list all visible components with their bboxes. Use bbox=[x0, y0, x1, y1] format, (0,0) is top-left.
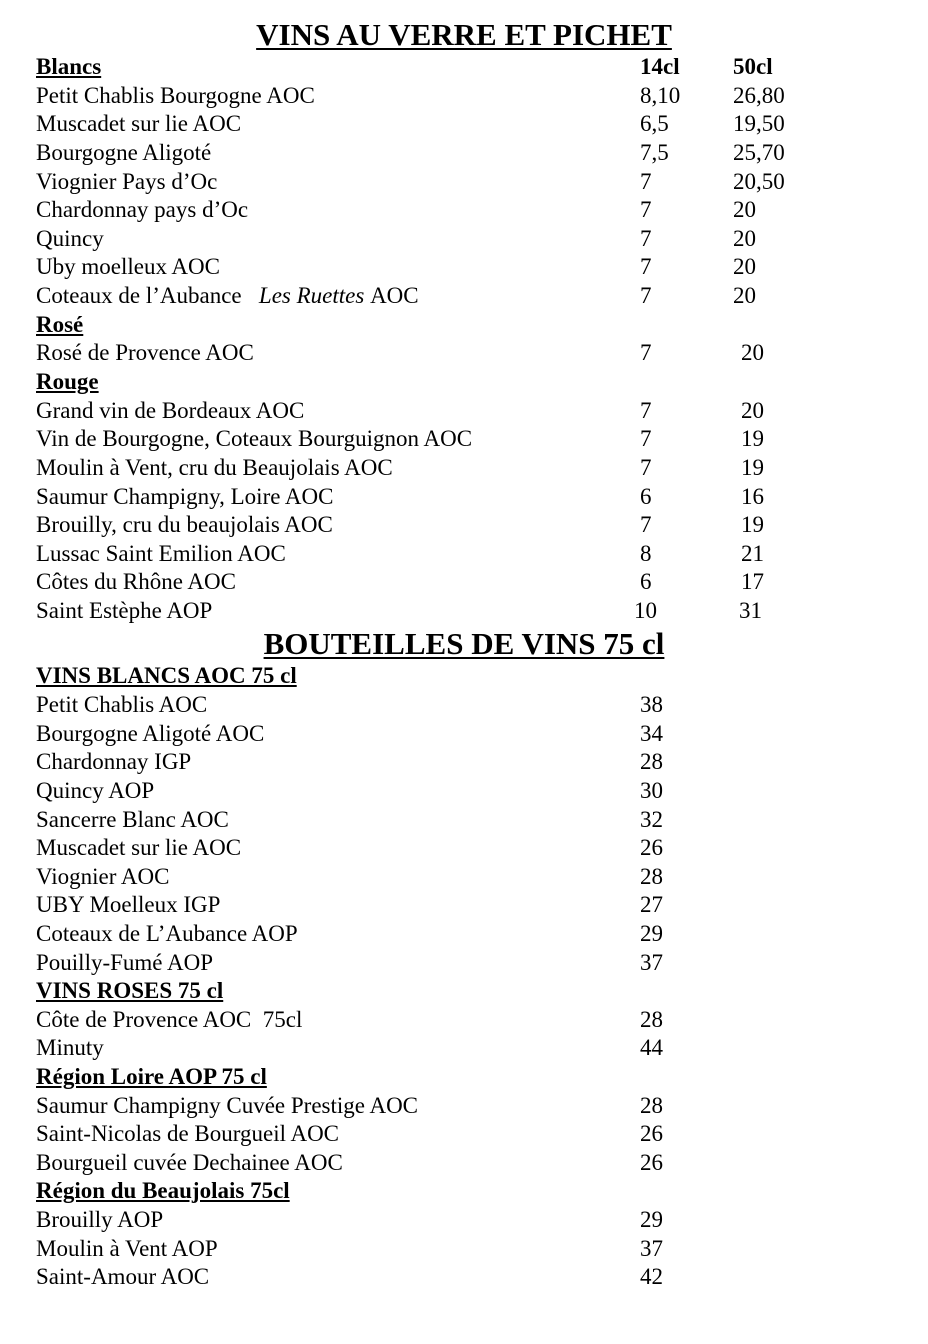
wine-row bbox=[0, 597, 928, 626]
price-50cl: 20 bbox=[741, 398, 764, 423]
price-14cl: 7,5 bbox=[640, 140, 669, 165]
wine-row bbox=[0, 1034, 928, 1063]
wine-name: Bourgueil cuvée Dechainee AOC bbox=[36, 1150, 343, 1175]
wine-name: Saumur Champigny, Loire AOC bbox=[36, 484, 334, 509]
wine-name: Coteaux de l’Aubance bbox=[36, 283, 242, 308]
section-label: Rosé bbox=[36, 312, 84, 337]
wine-name: Moulin à Vent, cru du Beaujolais AOC bbox=[36, 455, 393, 480]
bottle-price: 28 bbox=[640, 864, 663, 889]
wine-name: UBY Moelleux IGP bbox=[36, 892, 221, 917]
bottles-section-title: BOUTEILLES DE VINS 75 cl bbox=[263, 626, 665, 661]
wine-name: Viognier AOC bbox=[36, 864, 170, 889]
wine-row bbox=[0, 454, 928, 483]
wine-name: Moulin à Vent AOP bbox=[36, 1236, 218, 1261]
wine-row bbox=[0, 1006, 928, 1035]
wine-row bbox=[0, 540, 928, 569]
price-14cl: 7 bbox=[640, 169, 652, 194]
bottle-price: 34 bbox=[640, 721, 663, 746]
wine-name: Sancerre Blanc AOC bbox=[36, 807, 229, 832]
price-14cl: 7 bbox=[640, 254, 652, 279]
wine-name: Saint-Amour AOC bbox=[36, 1264, 210, 1289]
price-14cl: 7 bbox=[640, 398, 652, 423]
price-14cl: 8,10 bbox=[640, 83, 681, 108]
wine-name: Rosé de Provence AOC bbox=[36, 340, 254, 365]
column-header-50cl: 50cl bbox=[733, 54, 773, 79]
price-14cl: 6,5 bbox=[640, 111, 669, 136]
wine-row bbox=[0, 949, 928, 978]
wine-row bbox=[0, 110, 928, 139]
bottle-price: 44 bbox=[640, 1035, 663, 1060]
bottle-price: 28 bbox=[640, 1093, 663, 1118]
wine-row bbox=[0, 1120, 928, 1149]
wine-name: Saumur Champigny Cuvée Prestige AOC bbox=[36, 1093, 419, 1118]
section-label: Région Loire AOP 75 cl bbox=[36, 1064, 267, 1089]
wine-row bbox=[0, 253, 928, 282]
wine-name: Grand vin de Bordeaux AOC bbox=[36, 398, 305, 423]
wine-row bbox=[0, 777, 928, 806]
price-14cl: 7 bbox=[640, 512, 652, 537]
section-label: Blancs bbox=[36, 54, 102, 79]
wine-row bbox=[0, 483, 928, 512]
wine-row bbox=[0, 891, 928, 920]
wine-row bbox=[0, 1263, 928, 1292]
wine-name: Brouilly AOP bbox=[36, 1207, 164, 1232]
wine-row bbox=[0, 863, 928, 892]
bottle-price: 26 bbox=[640, 1121, 663, 1146]
wine-name: Quincy bbox=[36, 226, 104, 251]
wine-name: Saint Estèphe AOP bbox=[36, 598, 213, 623]
bottle-price: 26 bbox=[640, 1150, 663, 1175]
wine-row bbox=[0, 168, 928, 197]
price-14cl: 6 bbox=[640, 569, 652, 594]
wine-row bbox=[0, 1206, 928, 1235]
wine-appellation: AOC bbox=[370, 283, 419, 308]
section-label: VINS ROSES 75 cl bbox=[36, 978, 224, 1003]
wine-name: Uby moelleux AOC bbox=[36, 254, 220, 279]
wine-name: Minuty bbox=[36, 1035, 104, 1060]
price-14cl: 10 bbox=[634, 598, 657, 623]
wine-row bbox=[0, 82, 928, 111]
price-14cl: 7 bbox=[640, 283, 652, 308]
price-50cl: 20 bbox=[733, 254, 756, 279]
wine-name: Petit Chablis Bourgogne AOC bbox=[36, 83, 315, 108]
wine-row bbox=[0, 920, 928, 949]
price-50cl: 20 bbox=[733, 283, 756, 308]
wine-name: Chardonnay IGP bbox=[36, 749, 192, 774]
wine-row bbox=[0, 282, 928, 311]
wine-name: Bourgogne Aligoté AOC bbox=[36, 721, 265, 746]
wine-name: Brouilly, cru du beaujolais AOC bbox=[36, 512, 333, 537]
price-14cl: 7 bbox=[640, 340, 652, 365]
section-label: Région du Beaujolais 75cl bbox=[36, 1178, 290, 1203]
wine-name: Viognier Pays d’Oc bbox=[36, 169, 218, 194]
wine-name: Saint-Nicolas de Bourgueil AOC bbox=[36, 1121, 340, 1146]
column-header-14cl: 14cl bbox=[640, 54, 680, 79]
wine-name: Muscadet sur lie AOC bbox=[36, 835, 242, 860]
price-14cl: 7 bbox=[640, 426, 652, 451]
section-label: VINS BLANCS AOC 75 cl bbox=[36, 663, 297, 688]
wine-row bbox=[0, 425, 928, 454]
price-50cl: 20 bbox=[733, 197, 756, 222]
price-14cl: 7 bbox=[640, 455, 652, 480]
wine-row bbox=[0, 511, 928, 540]
price-50cl: 25,70 bbox=[733, 140, 785, 165]
wine-name: Bourgogne Aligoté bbox=[36, 140, 212, 165]
section-label: Rouge bbox=[36, 369, 99, 394]
price-14cl: 7 bbox=[640, 197, 652, 222]
wine-name: Muscadet sur lie AOC bbox=[36, 111, 242, 136]
wine-row bbox=[0, 748, 928, 777]
wine-name: Petit Chablis AOC bbox=[36, 692, 208, 717]
price-50cl: 20 bbox=[733, 226, 756, 251]
price-50cl: 19 bbox=[741, 426, 764, 451]
section-header-blancs bbox=[0, 53, 928, 82]
wine-row bbox=[0, 1235, 928, 1264]
price-14cl: 8 bbox=[640, 541, 652, 566]
section-header-region-beaujolais bbox=[0, 1177, 928, 1206]
wine-row bbox=[0, 691, 928, 720]
wine-name: Lussac Saint Emilion AOC bbox=[36, 541, 286, 566]
price-50cl: 17 bbox=[741, 569, 764, 594]
price-50cl: 19 bbox=[741, 455, 764, 480]
bottle-price: 30 bbox=[640, 778, 663, 803]
wine-row bbox=[0, 568, 928, 597]
wine-name: Quincy AOP bbox=[36, 778, 155, 803]
price-50cl: 31 bbox=[739, 598, 762, 623]
section-header-region-loire bbox=[0, 1063, 928, 1092]
price-14cl: 7 bbox=[640, 226, 652, 251]
bottle-price: 27 bbox=[640, 892, 663, 917]
wine-row bbox=[0, 834, 928, 863]
wine-row bbox=[0, 397, 928, 426]
wine-name: Vin de Bourgogne, Coteaux Bourguignon AOC bbox=[36, 426, 473, 451]
wine-row bbox=[0, 339, 928, 368]
bottle-price: 37 bbox=[640, 950, 663, 975]
wine-row bbox=[0, 1149, 928, 1178]
wine-row bbox=[0, 806, 928, 835]
section-header-vins-blancs bbox=[0, 662, 928, 691]
wine-name: Pouilly-Fumé AOP bbox=[36, 950, 214, 975]
bottle-price: 29 bbox=[640, 921, 663, 946]
bottle-price: 28 bbox=[640, 749, 663, 774]
price-50cl: 19 bbox=[741, 512, 764, 537]
bottle-price: 37 bbox=[640, 1236, 663, 1261]
wine-row bbox=[0, 1092, 928, 1121]
wine-row bbox=[0, 720, 928, 749]
price-50cl: 20,50 bbox=[733, 169, 785, 194]
wine-cuvee-name: Les Ruettes bbox=[258, 283, 365, 308]
wine-row bbox=[0, 225, 928, 254]
section-header-rose bbox=[0, 311, 928, 340]
price-50cl: 26,80 bbox=[733, 83, 785, 108]
wine-name: Coteaux de L’Aubance AOP bbox=[36, 921, 298, 946]
section-header-vins-roses bbox=[0, 977, 928, 1006]
price-50cl: 20 bbox=[741, 340, 764, 365]
bottle-price: 29 bbox=[640, 1207, 663, 1232]
wine-row bbox=[0, 139, 928, 168]
bottle-price: 38 bbox=[640, 692, 663, 717]
wine-name: Chardonnay pays d’Oc bbox=[36, 197, 249, 222]
bottle-price: 26 bbox=[640, 835, 663, 860]
section-header-rouge bbox=[0, 368, 928, 397]
price-14cl: 6 bbox=[640, 484, 652, 509]
wine-row bbox=[0, 196, 928, 225]
bottle-price: 32 bbox=[640, 807, 663, 832]
wine-name: Côte de Provence AOC 75cl bbox=[36, 1007, 303, 1032]
price-50cl: 19,50 bbox=[733, 111, 785, 136]
price-50cl: 21 bbox=[741, 541, 764, 566]
glass-section-title: VINS AU VERRE ET PICHET bbox=[256, 17, 672, 52]
wine-name-composite bbox=[36, 282, 419, 311]
price-50cl: 16 bbox=[741, 484, 764, 509]
bottle-price: 28 bbox=[640, 1007, 663, 1032]
wine-name: Côtes du Rhône AOC bbox=[36, 569, 236, 594]
bottle-price: 42 bbox=[640, 1264, 663, 1289]
